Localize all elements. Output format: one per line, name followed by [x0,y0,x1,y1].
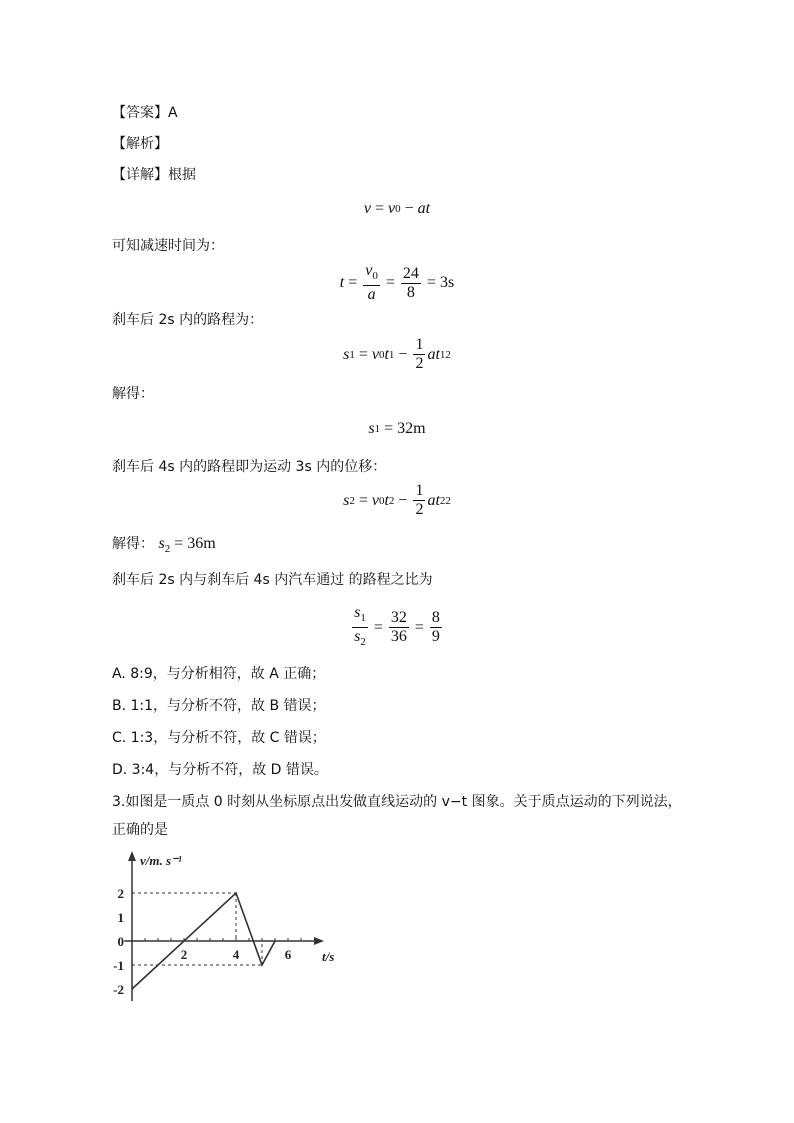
text-solve1: 解得： [112,386,154,402]
option-d: D. 3:4，与分析不符，故 D 错误。 [112,762,328,778]
answer-line: 【答案】A [112,105,178,121]
x-tick-label: 4 [232,947,240,962]
equation-s2: s 2 = v 0 t 2 − $\frac{1}{2}$ at 2 2 [343,482,451,518]
x-axis-label: t/s [322,949,335,964]
y-tick-label: -2 [113,982,124,997]
text-decel-time: 可知减速时间为： [112,238,224,254]
option-c: C. 1:3，与分析不符，故 C 错误； [112,730,326,746]
text-4s: 刹车后 4s 内的路程即为运动 3s 内的位移： [112,459,387,475]
x-axis-arrow [314,937,324,945]
equation-s1: s 1 = v 0 t 1 − $\frac{1}{2}$ at 1 2 [343,336,451,372]
detail-line: 【详解】根据 [112,167,196,183]
equation-ratio: $\frac{s_1}{s_2}$ = $\frac{32}{36}$ = $\frac{8}{9}$ [354,604,440,649]
text-solve2: 解得： $s_2 = 36m$ [112,535,216,556]
vt-graph [110,845,350,1025]
x-tick-label: 2 [180,947,188,962]
x-tick-label: 6 [284,947,292,962]
equation-s2-value: $s_2 = 36m$ [158,535,216,556]
question-line-1: 3.如图是一质点 0 时刻从坐标原点出发做直线运动的 v−t 图象。关于质点运动的下列说法， [112,794,682,810]
equation-s1-value: s 1 = 32m [368,420,426,437]
equation-time: t = $\frac{v_0}{a}$ = $\frac{24}{8}$ = 3s [339,262,455,304]
y-axis-arrow [128,851,136,861]
y-tick-label: -1 [113,958,124,973]
text-ratio: 刹车后 2s 内与刹车后 4s 内汽车通过 的路程之比为 [112,572,433,588]
y-axis-label: v/m. s⁻¹ [140,853,182,868]
question-line-2: 正确的是 [112,822,168,838]
y-tick-label: 0 [117,934,124,949]
text-2s: 刹车后 2s 内的路程为： [112,312,264,328]
y-tick-label: 2 [117,886,124,901]
analysis-title: 【解析】 [112,136,168,152]
option-b: B. 1:1，与分析不符，故 B 错误； [112,698,326,714]
y-tick-label: 1 [117,910,124,925]
equation-velocity: v = v 0 − at [363,200,431,217]
option-a: A. 8:9，与分析相符，故 A 正确； [112,666,326,682]
